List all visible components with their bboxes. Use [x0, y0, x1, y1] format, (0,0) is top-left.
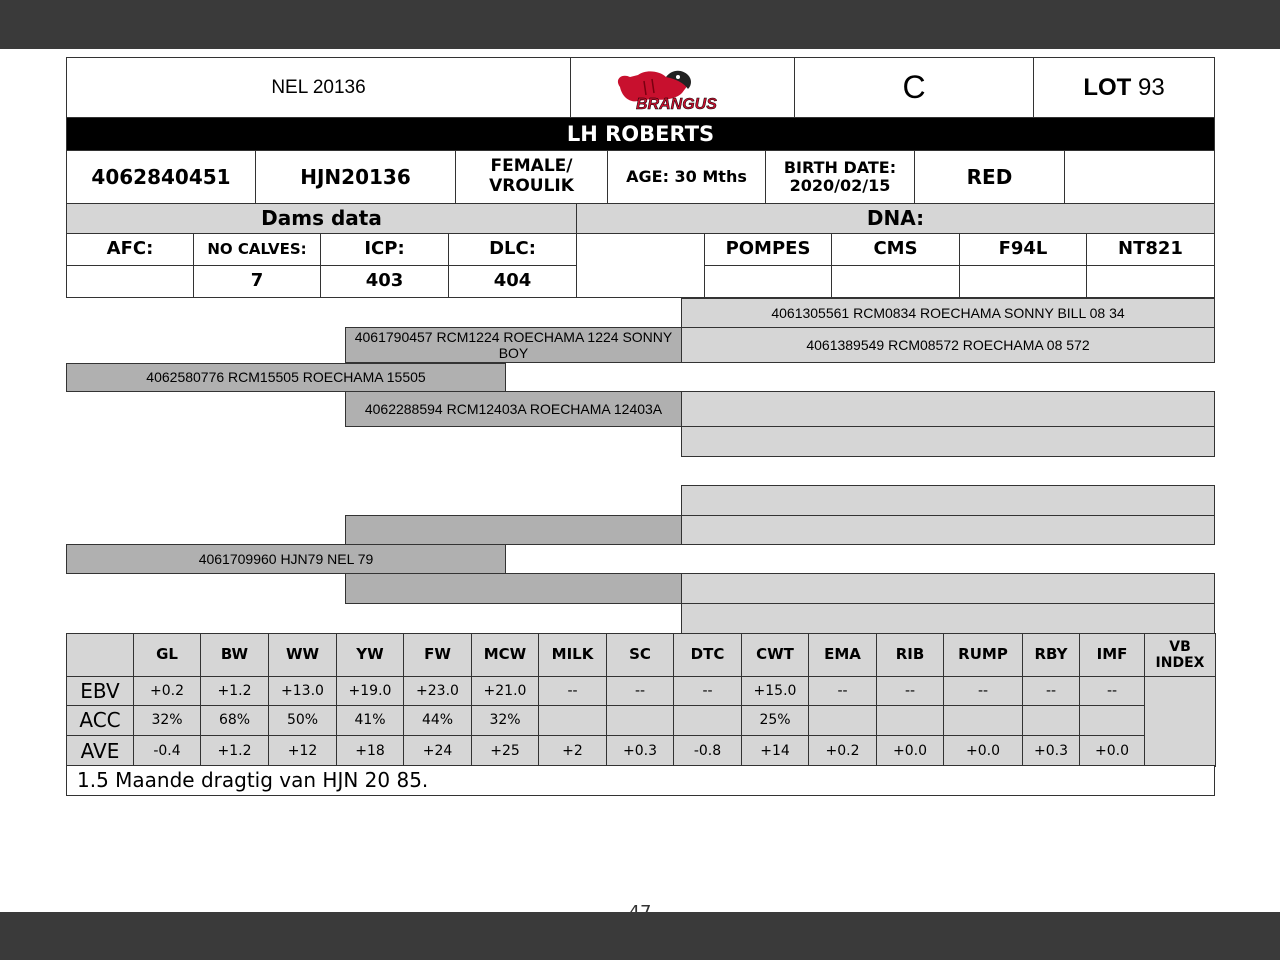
ebv-cell-ave-rump: +0.0: [943, 735, 1023, 767]
ebv-cell-ebv-ema: --: [808, 676, 877, 706]
ebv-col-header-gl: GL: [133, 633, 201, 677]
dna-header-f94l: F94L: [959, 233, 1087, 266]
ebv-cell-ebv-milk: --: [538, 676, 607, 706]
ebv-cell-acc-fw: 44%: [403, 705, 472, 736]
ebv-cell-ave-bw: +1.2: [200, 735, 269, 767]
logo-text: BRANGUS: [635, 95, 717, 111]
ebv-cell-ave-rby: +0.3: [1022, 735, 1080, 767]
dams-value-no-calves: 7: [193, 265, 321, 298]
birth-date-cell: [765, 150, 915, 204]
ebv-cell-ebv-bw: +1.2: [200, 676, 269, 706]
ebv-col-header-rby: RBY: [1022, 633, 1080, 677]
ebv-cell-acc-rump: [943, 705, 1023, 736]
ebv-cell-ave-milk: +2: [538, 735, 607, 767]
dams-data-title: Dams data: [66, 203, 577, 234]
ebv-cell-ave-fw: +24: [403, 735, 472, 767]
ebv-col-header-yw: YW: [336, 633, 404, 677]
bull-logo-icon: [608, 65, 758, 111]
pedigree-sd-sire: [681, 391, 1215, 427]
ebv-col-header-rump: RUMP: [943, 633, 1023, 677]
dams-header-icp: ICP:: [320, 233, 449, 266]
pedigree-dd-dam: [681, 603, 1215, 634]
dna-value-cms: [831, 265, 960, 298]
dna-value-nt821: [1086, 265, 1215, 298]
ebv-col-header-mcw: MCW: [471, 633, 539, 677]
birth-date-value: 2020/02/15: [789, 176, 891, 195]
ebv-col-header-imf: IMF: [1079, 633, 1145, 677]
dams-header-dlc: DLC:: [448, 233, 577, 266]
dams-value-icp: 403: [320, 265, 449, 298]
ebv-cell-acc-imf: [1079, 705, 1145, 736]
animal-age: AGE: 30 Mths: [607, 150, 766, 204]
grade-cell: C: [794, 57, 1034, 118]
ebv-cell-acc-sc: [606, 705, 674, 736]
dams-value-dlc: 404: [448, 265, 577, 298]
animal-id: 4062840451: [66, 150, 256, 204]
viewer-top-bar: [0, 0, 1280, 49]
ebv-col-header-bw: BW: [200, 633, 269, 677]
dna-value-f94l: [959, 265, 1087, 298]
animal-colour: RED: [914, 150, 1065, 204]
brangus-logo: [570, 57, 795, 118]
ebv-col-header-ww: WW: [268, 633, 337, 677]
pedigree-dam-sire: [345, 515, 682, 545]
ebv-cell-ave-ww: +12: [268, 735, 337, 767]
ebv-cell-ave-mcw: +25: [471, 735, 539, 767]
dna-value-pompes: [704, 265, 832, 298]
ebv-cell-ebv-cwt: +15.0: [741, 676, 809, 706]
ebv-col-header-ema: EMA: [808, 633, 877, 677]
dams-header-no-calves: NO CALVES:: [193, 233, 321, 266]
ebv-cell-acc-gl: 32%: [133, 705, 201, 736]
animal-extra: [1064, 150, 1215, 204]
ebv-cell-acc-rby: [1022, 705, 1080, 736]
ebv-cell-acc-dtc: [673, 705, 742, 736]
ebv-cell-ave-sc: +0.3: [606, 735, 674, 767]
lot-cell: [1033, 57, 1215, 118]
pedigree-sire-dam: 4062288594 RCM12403A ROECHAMA 12403A: [345, 391, 682, 427]
pedigree-sire: 4062580776 RCM15505 ROECHAMA 15505: [66, 363, 506, 392]
pedigree-dam-dam: [345, 573, 682, 604]
herd-code-cell: NEL 20136: [66, 57, 571, 118]
ebv-cell-acc-rib: [876, 705, 944, 736]
ebv-cell-acc-yw: 41%: [336, 705, 404, 736]
dna-header-blank: [576, 233, 705, 298]
ebv-cell-ebv-rby: --: [1022, 676, 1080, 706]
ebv-cell-ave-imf: +0.0: [1079, 735, 1145, 767]
pedigree-dam: 4061709960 HJN79 NEL 79: [66, 544, 506, 574]
ebv-cell-ebv-yw: +19.0: [336, 676, 404, 706]
pedigree-ds-sire: [681, 485, 1215, 516]
pedigree-sire-sire: 4061790457 RCM1224 ROECHAMA 1224 SONNY BOY: [345, 327, 682, 363]
ebv-col-header-dtc: DTC: [673, 633, 742, 677]
ebv-cell-ebv-mcw: +21.0: [471, 676, 539, 706]
ebv-cell-ebv-gl: +0.2: [133, 676, 201, 706]
viewer-bottom-bar: [0, 912, 1280, 960]
ebv-cell-ebv-rib: --: [876, 676, 944, 706]
ebv-cell-ebv-rump: --: [943, 676, 1023, 706]
ebv-cell-ave-gl: -0.4: [133, 735, 201, 767]
ebv-cell-acc-milk: [538, 705, 607, 736]
ebv-cell-ave-dtc: -0.8: [673, 735, 742, 767]
ebv-cell-ave-cwt: +14: [741, 735, 809, 767]
ebv-cell-ebv-sc: --: [606, 676, 674, 706]
pedigree-sd-dam: [681, 426, 1215, 457]
pedigree-ss-sire: 4061305561 RCM0834 ROECHAMA SONNY BILL 08 34: [681, 298, 1215, 328]
ebv-cell-acc-mcw: 32%: [471, 705, 539, 736]
ebv-col-header-sc: SC: [606, 633, 674, 677]
lot-number: 93: [1137, 73, 1165, 101]
ebv-cell-acc-ww: 50%: [268, 705, 337, 736]
pedigree-ds-dam: [681, 515, 1215, 545]
ebv-cell-ebv-dtc: --: [673, 676, 742, 706]
ebv-cell-ave-ema: +0.2: [808, 735, 877, 767]
pedigree-dd-sire: [681, 573, 1215, 604]
birth-date-label: BIRTH DATE:: [783, 157, 897, 177]
ebv-cell-ebv-ww: +13.0: [268, 676, 337, 706]
ebv-col-header-fw: FW: [403, 633, 472, 677]
ebv-cell-acc-ema: [808, 705, 877, 736]
pedigree-ss-dam: 4061389549 RCM08572 ROECHAMA 08 572: [681, 327, 1215, 363]
ebv-col-header-vb-index: VB INDEX: [1144, 633, 1216, 677]
ebv-col-header-rib: RIB: [876, 633, 944, 677]
ebv-cell-acc-cwt: 25%: [741, 705, 809, 736]
owner-banner: LH ROBERTS: [66, 117, 1215, 151]
ebv-row-label-ebv: EBV: [66, 676, 134, 706]
dna-header-pompes: POMPES: [704, 233, 832, 266]
dna-title: DNA:: [576, 203, 1215, 234]
dna-header-nt821: NT821: [1086, 233, 1215, 266]
dna-header-cms: CMS: [831, 233, 960, 266]
vb-index-value: [1144, 676, 1216, 767]
ebv-cell-ebv-fw: +23.0: [403, 676, 472, 706]
ebv-cell-acc-bw: 68%: [200, 705, 269, 736]
ebv-cell-ebv-imf: --: [1079, 676, 1145, 706]
ebv-row-label-ave: AVE: [66, 735, 134, 767]
lot-label: LOT: [1083, 73, 1132, 101]
ebv-cell-ave-yw: +18: [336, 735, 404, 767]
animal-sex: FEMALE/ VROULIK: [455, 150, 608, 204]
ebv-col-header-milk: MILK: [538, 633, 607, 677]
dams-value-afc: [66, 265, 194, 298]
ebv-cell-ave-rib: +0.0: [876, 735, 944, 767]
remarks: 1.5 Maande dragtig van HJN 20 85.: [66, 765, 1215, 796]
ebv-row-label-acc: ACC: [66, 705, 134, 736]
animal-tag: HJN20136: [255, 150, 456, 204]
ebv-col-header-blank: [66, 633, 134, 677]
dams-header-afc: AFC:: [66, 233, 194, 266]
ebv-col-header-cwt: CWT: [741, 633, 809, 677]
